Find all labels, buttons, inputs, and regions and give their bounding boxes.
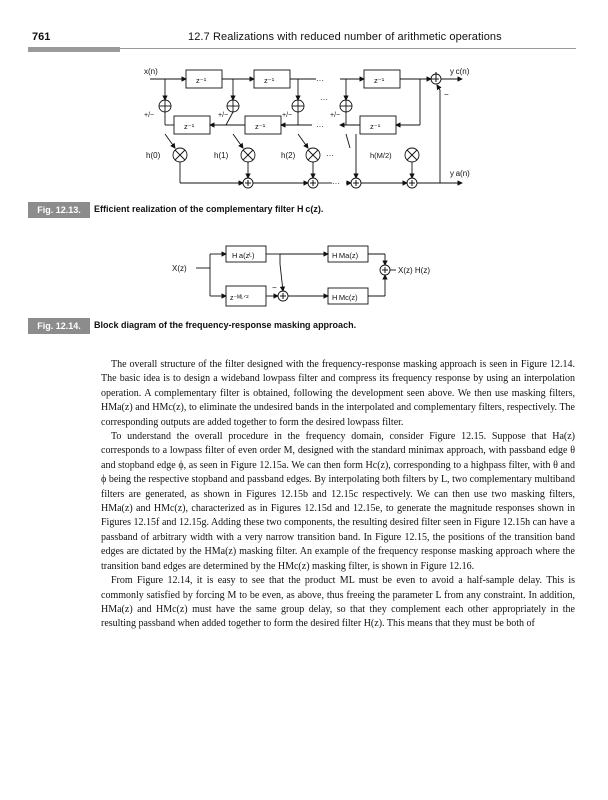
dots-top: ··· xyxy=(316,76,324,85)
delay-label-6: z⁻¹ xyxy=(370,122,381,131)
sign-label-1: +/− xyxy=(218,112,229,119)
caption-text: Block diagram of the frequency-response masking approach. xyxy=(94,320,357,330)
hmc-block-label: H Mc(z) xyxy=(332,293,358,302)
figure-12-14-caption xyxy=(28,318,588,334)
fig14-minus-label: − xyxy=(272,283,277,292)
paragraph: To understand the overall procedure in the frequency domain, consider Figure 12.15. Suppose that Ha(z) corresponds to a lowpass filter of even order M, designed with the standard minimax approach, with passband edge θ and stopband edge ϕ, as seen in Figure 12.15a. We can then form Hc(z), corresponding to a highpass filter, with θ and ϕ being the respective stopband and passband edges. By interpolating both filters by L, two complementary multiband filters are generated, as shown in Figures 12.15b and 12.15c respectively. We can then use two masking filters, HMa(z) and HMc(z), characterized as in Figures 12.15d and 12.15e, to generate the magnitude responses shown in Figures 12.15f and 12.15g. Adding these two components, the resulting desired filter seen in Figure 12.15h can have a passband of arbitrary width with a very narrow transition band. In Figure 12.15, the positions of the transition band edges are dictated by the HMa(z) masking filter. An example of the frequency response masking approach where the transition band edges are determined by the HMc(z) masking filter, is shown in Figure 12.16. xyxy=(101,431,575,572)
fig14-output-label: X(z) H(z) xyxy=(398,266,430,275)
delay-label-2: z⁻¹ xyxy=(264,76,275,85)
section-title: 12.7 Realizations with reduced number of arithmetic operations xyxy=(188,31,502,43)
page-number: 761 xyxy=(32,31,51,43)
sign-label-0: +/− xyxy=(144,112,155,119)
delay-block-label: z⁻ᴹᴸᐟ² xyxy=(230,295,249,302)
coeff-h0: h(0) xyxy=(146,151,161,160)
minus-label: − xyxy=(444,90,449,99)
input-label: x(n) xyxy=(144,67,158,76)
sign-label-3: +/− xyxy=(330,112,341,119)
paragraph: The overall structure of the filter designed with the frequency-response masking approach is seen in Figure 12.14. The basic idea is to design a wideband lowpass filter and compress its frequency response by using an interpolation operation. A complementary filter is obtained, following the development seen above. We then use masking filters, HMa(z) and HMc(z), to eliminate the undesired bands in the interpolated and complementary filters, respectively. The corresponding outputs are added together to form the desired lowpass filter. xyxy=(101,359,575,428)
fig14-input-label: X(z) xyxy=(172,264,187,273)
figure-tag: Fig. 12.13. xyxy=(28,202,90,218)
output-a-label: y a(n) xyxy=(450,169,470,178)
body-text xyxy=(101,358,575,632)
delay-label-3: z⁻¹ xyxy=(374,76,385,85)
output-c-label: y c(n) xyxy=(450,67,470,76)
delay-label-1: z⁻¹ xyxy=(196,76,207,85)
ha-block-label: H a(zᴸ) xyxy=(232,251,255,260)
dots-coeff: ··· xyxy=(326,151,334,160)
figure-tag: Fig. 12.14. xyxy=(28,318,90,334)
figure-12-14-diagram xyxy=(0,0,608,340)
dots-bottom: ··· xyxy=(316,122,324,131)
caption-text: Efficient realization of the complementary filter H c(z). xyxy=(94,204,324,214)
coeff-hm: h(M/2) xyxy=(370,151,392,160)
coeff-h2: h(2) xyxy=(281,151,296,160)
paragraph: From Figure 12.14, it is easy to see that the product ML must be even to avoid a half-sample delay. This is commonly satisfied by forcing M to be even, as above, thus freeing the parameter L from any constraint. In addition, HMa(z) and HMc(z) must have the same group delay, so that they complement each other appropriately in the resulting passband when added together to form the desired filter H(z). This means that they must be both of xyxy=(101,575,575,630)
coeff-h1: h(1) xyxy=(214,151,229,160)
delay-label-5: z⁻¹ xyxy=(255,122,266,131)
dots-sum: ··· xyxy=(332,179,340,188)
sign-label-2: +/− xyxy=(282,112,293,119)
hma-block-label: H Ma(z) xyxy=(332,251,359,260)
delay-label-4: z⁻¹ xyxy=(184,122,195,131)
dots-middle: ··· xyxy=(320,95,328,104)
